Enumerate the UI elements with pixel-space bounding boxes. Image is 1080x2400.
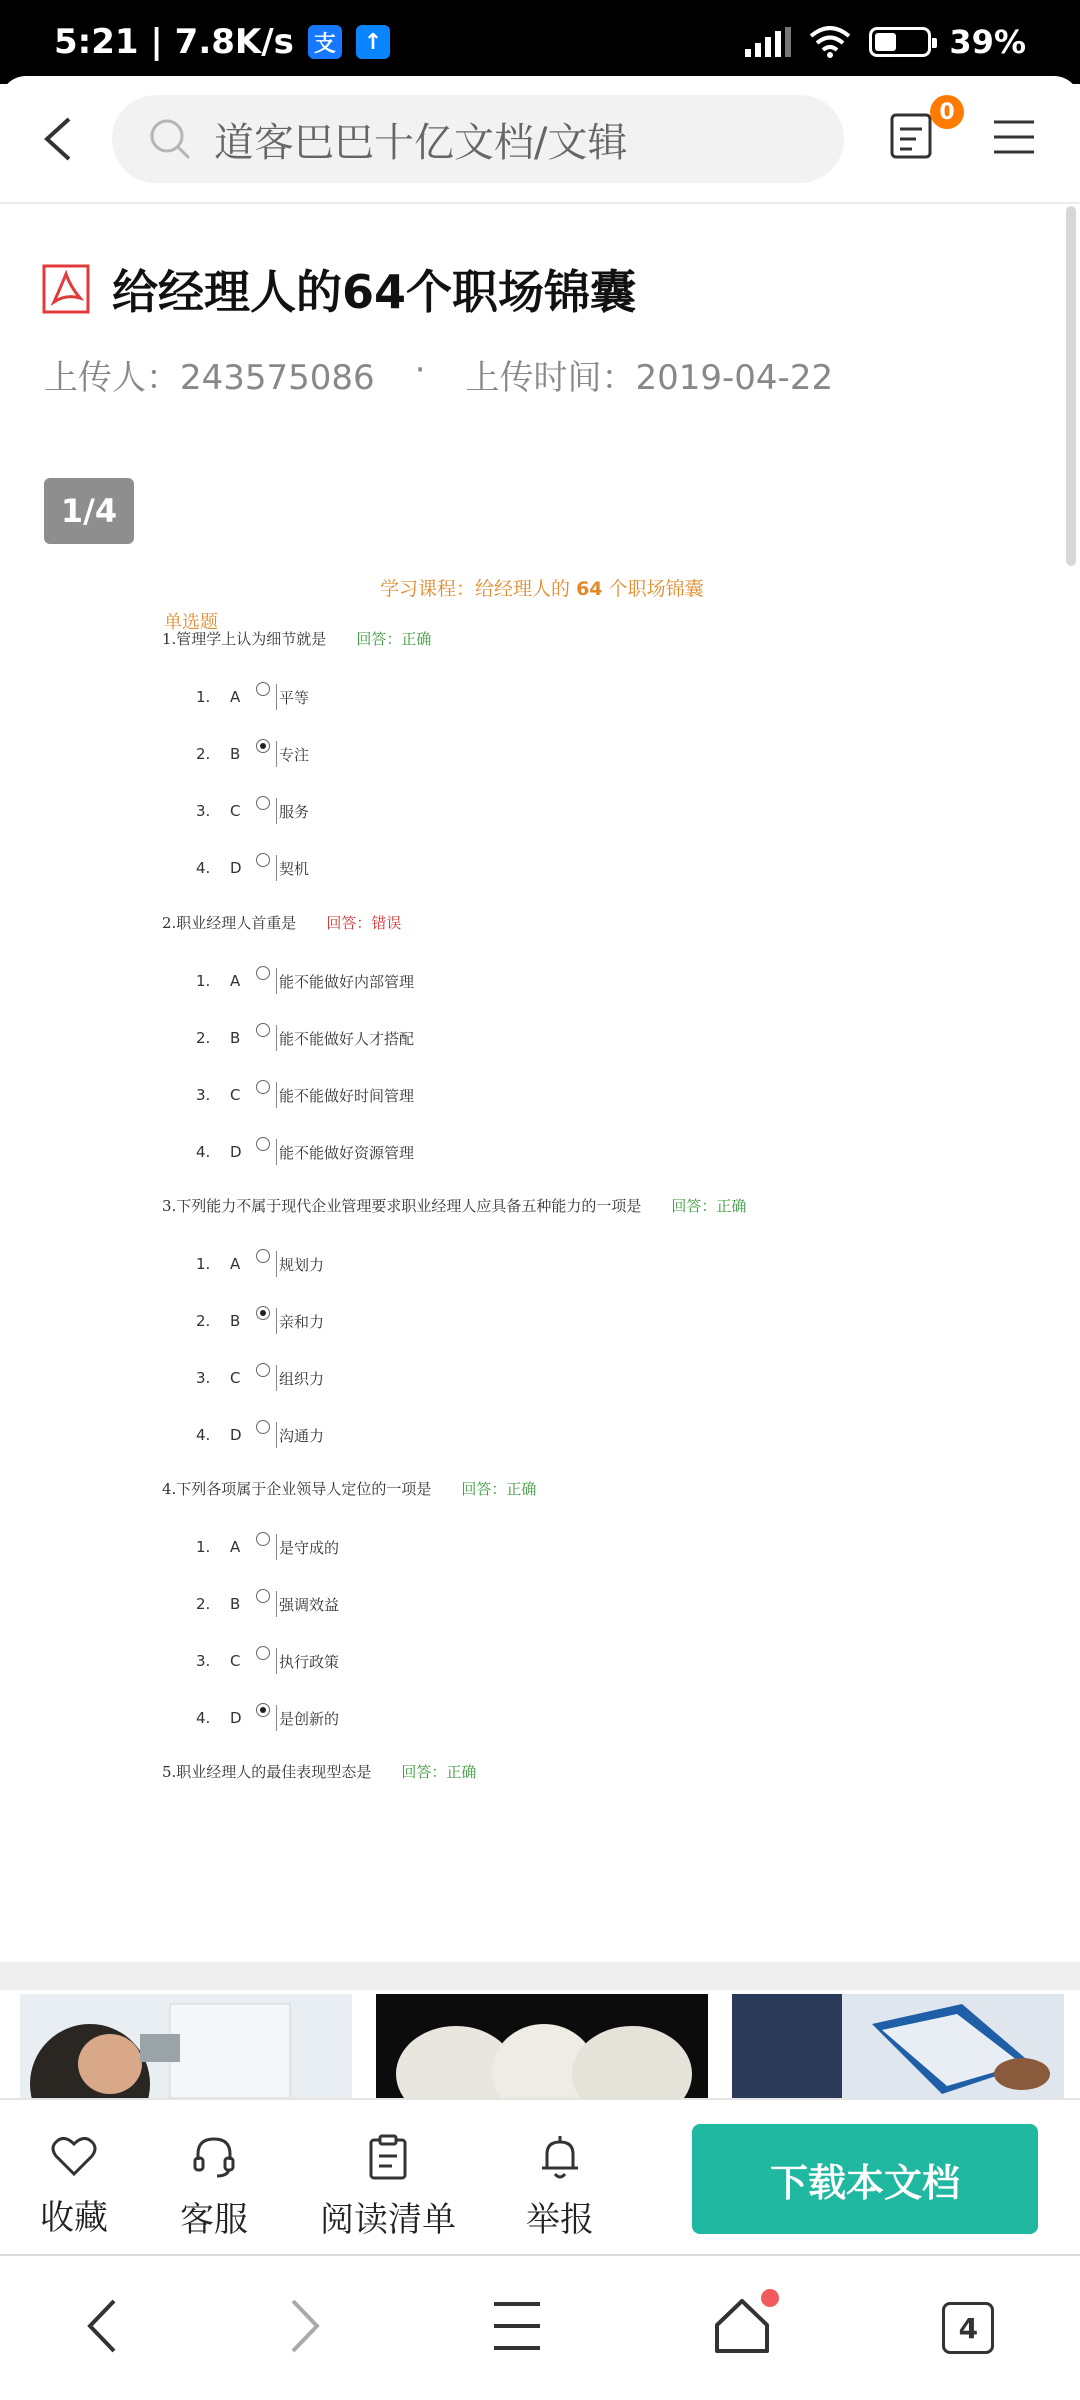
option-number: 3.: [196, 1369, 211, 1387]
browser-home-button[interactable]: [713, 2297, 771, 2359]
signal-icon: [745, 27, 791, 57]
option-number: 3.: [196, 802, 211, 820]
option-number: 3.: [196, 1652, 211, 1670]
answer-option: [196, 1649, 339, 1673]
radio-icon: [256, 1363, 270, 1377]
radio-icon: [256, 966, 270, 980]
option-text: 专注: [279, 745, 310, 764]
question-text: [162, 1195, 746, 1216]
option-text: 能不能做好人才搭配: [279, 1029, 415, 1048]
report-label: 举报: [526, 2200, 594, 2240]
option-text: 服务: [279, 802, 310, 821]
radio-icon: [256, 1703, 270, 1717]
option-letter: D: [230, 859, 242, 877]
radio-icon: [256, 1532, 270, 1546]
option-letter: B: [230, 745, 241, 763]
divider: [276, 1082, 277, 1108]
heart-icon: [50, 2134, 98, 2178]
answer-result: 回答：正确: [356, 630, 432, 648]
option-number: 4.: [196, 1426, 211, 1444]
battery-icon: [869, 27, 931, 57]
option-letter: D: [230, 1426, 242, 1444]
answer-option: [196, 969, 414, 993]
radio-icon: [256, 1023, 270, 1037]
menu-button[interactable]: [992, 119, 1036, 159]
answer-option: [196, 1423, 324, 1447]
course-title-prefix: 学习课程：给经理人的: [380, 578, 571, 600]
ad-image-teeth[interactable]: [376, 1994, 708, 2098]
question-stem: 2.职业经理人首重是: [162, 914, 297, 932]
question-stem: 4.下列各项属于企业领导人定位的一项是: [162, 1480, 432, 1498]
message-list-button[interactable]: [890, 99, 955, 169]
option-letter: A: [230, 1538, 241, 1556]
question-text: [162, 1478, 536, 1499]
answer-result: 回答：错误: [326, 914, 402, 932]
document-title: 给经理人的64个职场锦囊: [112, 265, 637, 319]
option-text: 组织力: [279, 1369, 325, 1388]
option-letter: D: [230, 1709, 242, 1727]
answer-option: [196, 1140, 414, 1164]
radio-icon: [256, 682, 270, 696]
home-icon: [713, 2297, 771, 2355]
chevron-right-icon: [289, 2298, 321, 2354]
download-button[interactable]: 下载本文档: [692, 2124, 1038, 2234]
option-number: 1.: [196, 1538, 211, 1556]
answer-option: [196, 1535, 339, 1559]
system-navigation-bar: [0, 2254, 1080, 2400]
option-text: 能不能做好时间管理: [279, 1086, 415, 1105]
option-text: 强调效益: [279, 1595, 340, 1614]
search-icon: [148, 117, 192, 161]
alipay-icon: 支: [308, 25, 342, 59]
reading-list-label: 阅读清单: [320, 2200, 456, 2240]
answer-result: 回答：正确: [401, 1763, 477, 1781]
favorite-label: 收藏: [40, 2198, 108, 2238]
tabs-count-button[interactable]: 4: [942, 2302, 994, 2354]
option-text: 执行政策: [279, 1652, 340, 1671]
chevron-left-icon: [86, 2298, 118, 2354]
option-number: 4.: [196, 1143, 211, 1161]
option-letter: C: [230, 1086, 241, 1104]
divider: [276, 1591, 277, 1617]
answer-option: [196, 1252, 324, 1276]
option-text: 是创新的: [279, 1709, 340, 1728]
option-text: 能不能做好内部管理: [279, 972, 415, 991]
divider: [276, 855, 277, 881]
radio-icon: [256, 796, 270, 810]
divider: [276, 741, 277, 767]
radio-icon: [256, 1420, 270, 1434]
option-number: 1.: [196, 688, 211, 706]
browser-back-button[interactable]: [86, 2298, 118, 2358]
question-text: [162, 912, 401, 933]
content-divider: [0, 1962, 1080, 1990]
headset-icon: [191, 2134, 237, 2180]
document-header: [42, 256, 636, 322]
option-text: 是守成的: [279, 1538, 340, 1557]
status-bar: [0, 0, 1080, 84]
option-letter: A: [230, 972, 241, 990]
section-heading: 单选题: [164, 612, 218, 633]
answer-option: [196, 1083, 414, 1107]
option-letter: C: [230, 1369, 241, 1387]
option-number: 2.: [196, 1595, 211, 1613]
upload-time: 上传时间：2019-04-22: [465, 358, 834, 398]
radio-icon: [256, 1306, 270, 1320]
answer-option: [196, 856, 309, 880]
divider: [276, 1648, 277, 1674]
radio-icon: [256, 1080, 270, 1094]
option-letter: A: [230, 688, 241, 706]
home-notification-dot: [761, 2289, 779, 2307]
option-number: 2.: [196, 1312, 211, 1330]
option-letter: A: [230, 1255, 241, 1273]
radio-icon: [256, 853, 270, 867]
hamburger-menu-icon: [492, 2300, 542, 2352]
browser-forward-button[interactable]: [289, 2298, 321, 2358]
divider: [276, 684, 277, 710]
customer-service-button[interactable]: [180, 2134, 248, 2241]
option-text: 亲和力: [279, 1312, 325, 1331]
divider: [276, 1139, 277, 1165]
course-title: [380, 574, 704, 601]
notification-badge: 0: [930, 95, 964, 129]
question-stem: 1.管理学上认为细节就是: [162, 630, 327, 648]
course-title-number: 64: [576, 578, 603, 600]
document-viewer[interactable]: [0, 206, 1080, 1960]
clipboard-icon: [368, 2134, 408, 2180]
option-letter: C: [230, 1652, 241, 1670]
option-number: 4.: [196, 1709, 211, 1727]
ad-image-reading[interactable]: [732, 1994, 1064, 2098]
divider: [276, 1534, 277, 1560]
divider: [276, 1422, 277, 1448]
option-number: 2.: [196, 1029, 211, 1047]
back-button[interactable]: [28, 109, 88, 169]
answer-option: [196, 1309, 324, 1333]
document-meta: [44, 350, 833, 399]
option-letter: B: [230, 1595, 241, 1613]
answer-option: [196, 799, 309, 823]
option-number: 2.: [196, 745, 211, 763]
report-button[interactable]: [526, 2134, 594, 2241]
upload-notification-icon: ↑: [356, 25, 390, 59]
option-text: 契机: [279, 859, 310, 878]
clipboard-list-icon: [890, 109, 932, 159]
option-letter: D: [230, 1143, 242, 1161]
chevron-left-icon: [43, 116, 73, 162]
option-letter: B: [230, 1312, 241, 1330]
divider: [276, 968, 277, 994]
search-placeholder: 道客巴巴十亿文档/文辑: [214, 119, 628, 166]
radio-icon: [256, 1137, 270, 1151]
divider: [276, 1365, 277, 1391]
status-time-speed: 5:21 | 7.8K/s: [54, 22, 294, 62]
answer-option: [196, 1706, 339, 1730]
radio-icon: [256, 739, 270, 753]
option-text: 平等: [279, 688, 310, 707]
page-indicator: 1/4: [44, 478, 134, 544]
option-text: 沟通力: [279, 1426, 325, 1445]
ad-image-eye-exam[interactable]: [20, 1994, 352, 2098]
answer-option: [196, 742, 309, 766]
option-number: 1.: [196, 1255, 211, 1273]
customer-service-label: 客服: [180, 2200, 248, 2240]
scrollbar[interactable]: [1066, 206, 1076, 566]
answer-result: 回答：正确: [671, 1197, 747, 1215]
search-bar[interactable]: [112, 95, 844, 183]
radio-icon: [256, 1646, 270, 1660]
divider: [276, 1251, 277, 1277]
divider: [276, 1308, 277, 1334]
course-title-suffix: 个职场锦囊: [608, 578, 704, 600]
option-letter: C: [230, 802, 241, 820]
divider: [276, 1025, 277, 1051]
radio-icon: [256, 1249, 270, 1263]
option-letter: B: [230, 1029, 241, 1047]
meta-separator: ·: [414, 350, 426, 390]
bell-icon: [539, 2134, 581, 2180]
browser-menu-button[interactable]: [492, 2300, 542, 2356]
answer-result: 回答：正确: [461, 1480, 537, 1498]
answer-option: [196, 1592, 339, 1616]
uploader: 上传人：243575086: [44, 358, 375, 398]
answer-option: [196, 1366, 324, 1390]
answer-option: [196, 1026, 414, 1050]
battery-percent: 39%: [949, 23, 1026, 61]
radio-icon: [256, 1589, 270, 1603]
hamburger-menu-icon: [992, 119, 1036, 155]
question-text: [162, 1761, 476, 1782]
option-number: 3.: [196, 1086, 211, 1104]
reading-list-button[interactable]: [320, 2134, 456, 2241]
option-text: 规划力: [279, 1255, 325, 1274]
recommendation-strip: [0, 1994, 1080, 2098]
divider: [276, 798, 277, 824]
answer-option: [196, 685, 309, 709]
option-number: 1.: [196, 972, 211, 990]
option-number: 4.: [196, 859, 211, 877]
wifi-icon: [809, 26, 851, 58]
favorite-button[interactable]: [40, 2134, 108, 2239]
action-bar: [0, 2098, 1080, 2254]
divider: [276, 1705, 277, 1731]
question-stem: 3.下列能力不属于现代企业管理要求职业经理人应具备五种能力的一项是: [162, 1197, 642, 1215]
question-stem: 5.职业经理人的最佳表现型态是: [162, 1763, 372, 1781]
pdf-icon: [42, 264, 90, 314]
option-text: 能不能做好资源管理: [279, 1143, 415, 1162]
top-navigation-bar: [0, 76, 1080, 204]
question-text: [162, 628, 431, 649]
